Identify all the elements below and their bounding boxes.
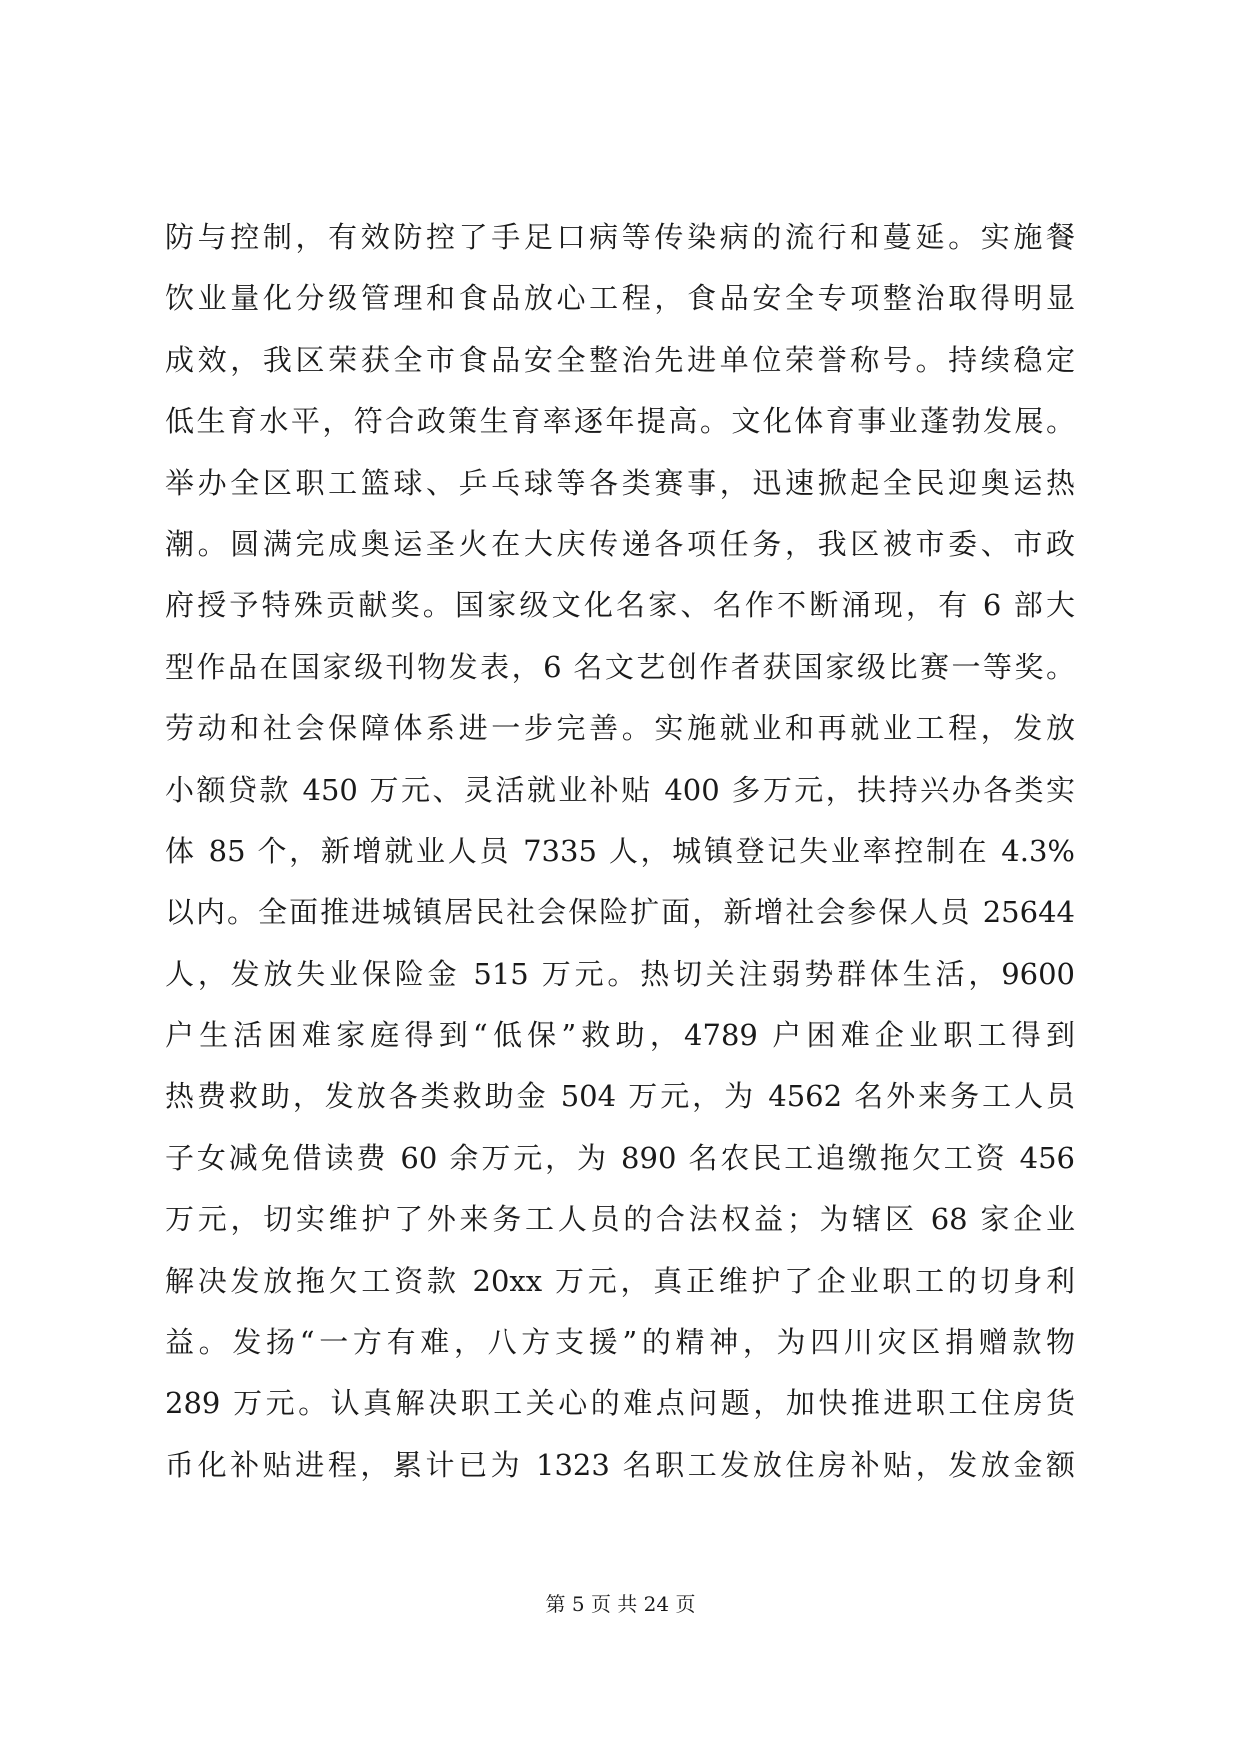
text-line: 防与控制，有效防控了手足口病等传染病的流行和蔓延。实施餐 xyxy=(165,220,1075,254)
text-line: 万元，切实维护了外来务工人员的合法权益；为辖区 68 家企业 xyxy=(165,1202,1075,1237)
text-line: 小额贷款 450 万元、灵活就业补贴 400 多万元，扶持兴办各类实 xyxy=(165,772,1075,807)
text-line: 以内。全面推进城镇居民社会保险扩面，新增社会参保人员 25644 xyxy=(165,895,1075,930)
text-line: 低生育水平，符合政策生育率逐年提高。文化体育事业蓬勃发展。 xyxy=(165,404,1075,439)
text-line: 解决发放拖欠工资款 20xx 万元，真正维护了企业职工的切身利 xyxy=(165,1263,1075,1298)
text-line: 举办全区职工篮球、乒乓球等各类赛事，迅速掀起全民迎奥运热 xyxy=(165,465,1075,500)
text-line: 体 85 个，新增就业人员 7335 人，城镇登记失业率控制在 4.3% xyxy=(165,833,1075,868)
text-line: 益。发扬“一方有难，八方支援”的精神，为四川灾区捐赠款物 xyxy=(165,1325,1075,1360)
text-line: 饮业量化分级管理和食品放心工程，食品安全专项整治取得明显 xyxy=(165,281,1075,316)
text-line: 人，发放失业保险金 515 万元。热切关注弱势群体生活，9600 xyxy=(165,956,1075,991)
document-body xyxy=(165,207,1075,1496)
text-line: 潮。圆满完成奥运圣火在大庆传递各项任务，我区被市委、市政 xyxy=(165,526,1075,561)
text-line: 府授予特殊贡献奖。国家级文化名家、名作不断涌现，有 6 部大 xyxy=(165,588,1075,623)
text-line: 热费救助，发放各类救助金 504 万元，为 4562 名外来务工人员 xyxy=(165,1079,1075,1114)
text-line: 户生活困难家庭得到“低保”救助，4789 户困难企业职工得到 xyxy=(165,1018,1075,1053)
text-line: 289 万元。认真解决职工关心的难点问题，加快推进职工住房货 xyxy=(165,1386,1075,1421)
text-line: 型作品在国家级刊物发表，6 名文艺创作者获国家级比赛一等奖。 xyxy=(165,649,1075,684)
text-line: 劳动和社会保障体系进一步完善。实施就业和再就业工程，发放 xyxy=(165,711,1075,746)
text-line: 成效，我区荣获全市食品安全整治先进单位荣誉称号。持续稳定 xyxy=(165,342,1075,377)
text-line: 子女减免借读费 60 余万元，为 890 名农民工追缴拖欠工资 456 xyxy=(165,1140,1075,1175)
text-line: 币化补贴进程，累计已为 1323 名职工发放住房补贴，发放金额 xyxy=(165,1447,1075,1482)
page-number-footer: 第 5 页 共 24 页 xyxy=(545,1592,696,1616)
